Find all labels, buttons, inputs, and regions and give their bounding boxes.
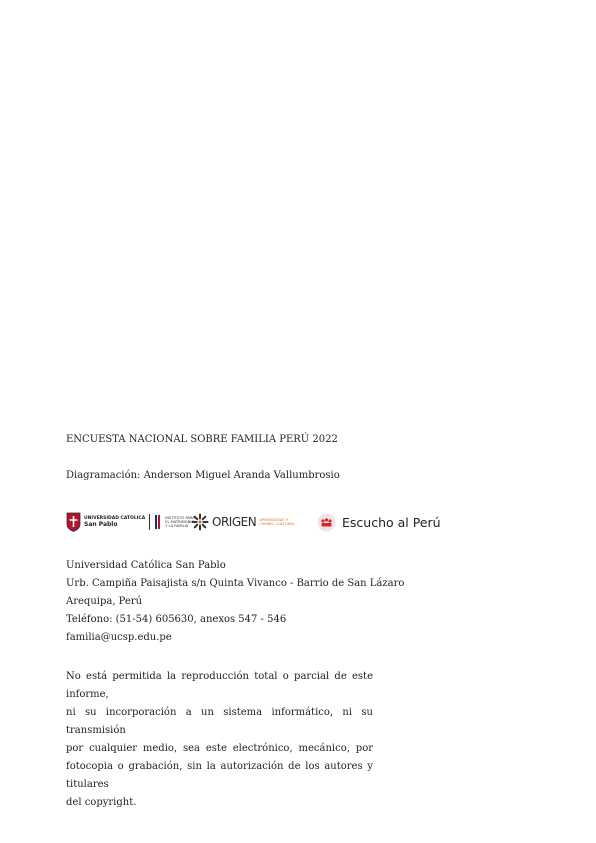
ucsp-name-line1: UNIVERSIDAD CATÓLICA <box>84 516 146 521</box>
institute-line3: Y LA FAMILIA <box>165 524 189 529</box>
institute-line1: INSTITUTO PARA <box>165 515 195 520</box>
copyright-line: ni su incorporación a un sistema informático, ni su transmisión <box>66 707 373 736</box>
origen-sub-line2: CAMBIO CULTURAL <box>259 521 295 526</box>
origen-wordmark: ORIGEN <box>212 515 257 529</box>
ucsp-logo <box>66 511 195 533</box>
address-street: Urb. Campiña Paisajista s/n Quinta Vivanco - Barrio de San Lázaro <box>66 578 405 589</box>
address-phone: Teléfono: (51-54) 605630, anexos 547 - 546 <box>66 614 287 625</box>
institute-line2: EL MATRIMONIO <box>165 519 195 524</box>
family-institute-icon <box>154 514 162 530</box>
copyright-line: del copyright. <box>66 797 137 808</box>
copyright-notice <box>66 668 373 812</box>
copyright-line: por cualquier medio, sea este electrónico, mecánico, por <box>66 743 373 754</box>
address-city: Arequipa, Perú <box>66 596 143 607</box>
escucho-people-icon <box>317 513 336 532</box>
copyright-line: No está permitida la reproducción total o parcial de este informe, <box>66 671 373 700</box>
report-title: ENCUESTA NACIONAL SOBRE FAMILIA PERÚ 2022 <box>66 434 338 445</box>
origen-flower-icon <box>191 513 209 531</box>
origen-logo <box>191 511 295 533</box>
origen-sub-line1: APRENDIZAJE Y <box>259 516 289 522</box>
logo-divider <box>149 514 150 530</box>
ucsp-name-line2: San Pablo <box>84 521 118 528</box>
address-email: familia@ucsp.edu.pe <box>66 632 172 643</box>
ucsp-shield-icon <box>66 512 81 532</box>
escucho-al-peru-logo <box>317 511 441 533</box>
design-credit: Diagramación: Anderson Miguel Aranda Vallumbrosio <box>66 470 340 481</box>
copyright-line: fotocopia o grabación, sin la autorización de los autores y titulares <box>66 761 373 790</box>
address-institution: Universidad Católica San Pablo <box>66 560 226 571</box>
escucho-wordmark: Escucho al Perú <box>342 514 441 530</box>
